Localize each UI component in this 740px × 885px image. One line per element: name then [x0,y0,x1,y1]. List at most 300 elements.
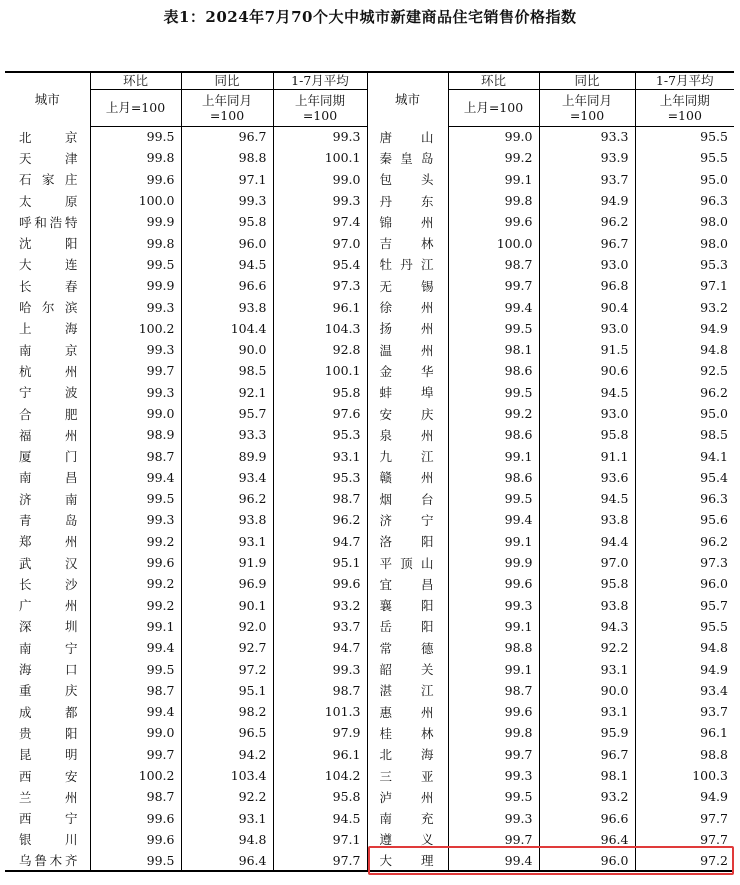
table-row [5,531,734,552]
city-name: 惠州 [367,701,448,722]
mom-value: 99.6 [90,808,181,829]
table-row [5,275,734,296]
city-name: 吉林 [367,232,448,253]
yoy-value: 94.8 [181,829,273,850]
avg-value: 95.6 [635,509,734,530]
table-row [5,360,734,381]
table-row [5,595,734,616]
yoy-value: 90.4 [539,296,635,317]
avg-value: 99.3 [273,126,367,147]
mom-value: 99.9 [90,211,181,232]
city-name: 南宁 [19,640,78,656]
avg-value: 96.2 [273,509,367,530]
avg-value: 95.0 [635,169,734,190]
city-name: 济南 [19,491,78,507]
yoy-value: 95.1 [181,680,273,701]
yoy-value: 103.4 [181,765,273,786]
table-row [5,147,734,168]
yoy-value: 93.1 [181,808,273,829]
city-name: 桂林 [367,722,448,743]
yoy-value: 90.0 [181,339,273,360]
avg-value: 96.3 [635,190,734,211]
city-name: 乌鲁木齐 [5,850,90,871]
city-name: 上海 [19,321,78,337]
yoy-value: 96.6 [181,275,273,296]
mom-value: 99.3 [90,509,181,530]
yoy-value: 93.6 [539,467,635,488]
mom-value: 99.4 [90,637,181,658]
avg-value: 94.8 [635,339,734,360]
mom-value: 99.9 [90,275,181,296]
mom-value: 98.6 [448,424,539,445]
city-name: 长春 [19,278,78,294]
header-mom-left: 环比 [90,72,181,89]
avg-value: 100.1 [273,360,367,381]
city-name: 遵义 [367,829,448,850]
table-row [5,232,734,253]
yoy-value: 94.3 [539,616,635,637]
yoy-value: 104.4 [181,318,273,339]
mom-value: 99.8 [448,722,539,743]
city-name: 昆明 [19,747,78,763]
header-city-right: 城市 [367,72,448,126]
yoy-value: 93.1 [181,531,273,552]
mom-value: 99.5 [448,786,539,807]
avg-value: 95.0 [635,403,734,424]
yoy-value: 97.1 [181,169,273,190]
avg-value: 97.7 [273,850,367,871]
yoy-value: 96.2 [539,211,635,232]
avg-value: 93.1 [273,445,367,466]
mom-value: 99.8 [90,232,181,253]
yoy-value: 95.8 [539,424,635,445]
city-name: 重庆 [19,683,78,699]
avg-value: 97.7 [635,829,734,850]
yoy-value: 94.9 [539,190,635,211]
city-name: 蚌埠 [367,382,448,403]
city-name: 青岛 [19,512,78,528]
table-body [5,126,734,871]
city-name: 武汉 [19,555,78,571]
city-name: 泉州 [367,424,448,445]
avg-value: 93.2 [635,296,734,317]
city-name: 兰州 [19,789,78,805]
yoy-value: 92.7 [181,637,273,658]
city-name: 贵阳 [19,725,78,741]
mom-value: 99.5 [90,488,181,509]
table-row [5,658,734,679]
avg-value: 97.0 [273,232,367,253]
avg-value: 94.9 [635,318,734,339]
city-name: 济宁 [367,509,448,530]
mom-value: 99.0 [90,722,181,743]
avg-value: 93.2 [273,595,367,616]
mom-value: 99.8 [90,147,181,168]
table-row [5,467,734,488]
mom-value: 98.7 [448,254,539,275]
city-name: 成都 [19,704,78,720]
mom-value: 99.3 [90,339,181,360]
avg-value: 97.3 [273,275,367,296]
mom-value: 98.7 [90,680,181,701]
city-name: 大理 [367,850,448,871]
avg-value: 93.4 [635,680,734,701]
city-name: 宜昌 [367,573,448,594]
yoy-value: 93.2 [539,786,635,807]
mom-value: 99.7 [448,275,539,296]
mom-value: 99.7 [90,744,181,765]
table-row [5,190,734,211]
city-name: 南昌 [19,470,78,486]
header-avg-base-left: 上年同期 =100 [273,89,367,126]
mom-value: 99.3 [90,296,181,317]
yoy-value: 93.8 [181,509,273,530]
mom-value: 99.6 [90,552,181,573]
city-name: 合肥 [19,406,78,422]
city-name: 温州 [367,339,448,360]
city-name: 襄阳 [367,595,448,616]
city-name: 郑州 [19,534,78,550]
yoy-value: 96.4 [539,829,635,850]
mom-value: 99.2 [90,595,181,616]
yoy-value: 93.7 [539,169,635,190]
avg-value: 98.7 [273,488,367,509]
table-row [5,637,734,658]
table-row [5,765,734,786]
city-name: 泸州 [367,786,448,807]
yoy-value: 94.4 [539,531,635,552]
city-name: 大连 [19,257,78,273]
city-name: 北海 [367,744,448,765]
table-row [5,339,734,360]
yoy-value: 93.3 [181,424,273,445]
avg-value: 97.4 [273,211,367,232]
header-avg-left: 1-7月平均 [273,72,367,89]
mom-value: 98.9 [90,424,181,445]
avg-value: 95.3 [273,424,367,445]
mom-value: 99.4 [448,850,539,871]
city-name: 西宁 [19,811,78,827]
yoy-value: 90.0 [539,680,635,701]
table-row [5,722,734,743]
header-yoy-base-right: 上年同月 =100 [539,89,635,126]
city-name: 深圳 [19,619,78,635]
mom-value: 98.8 [448,637,539,658]
yoy-value: 96.5 [181,722,273,743]
city-name: 金华 [367,360,448,381]
city-name: 洛阳 [367,531,448,552]
yoy-value: 97.0 [539,552,635,573]
city-name: 丹东 [367,190,448,211]
mom-value: 99.2 [90,531,181,552]
yoy-value: 95.7 [181,403,273,424]
city-name: 徐州 [367,296,448,317]
yoy-value: 97.2 [181,658,273,679]
table-row [5,254,734,275]
city-name: 石家庄 [19,172,78,188]
mom-value: 99.7 [448,744,539,765]
mom-value: 98.7 [90,786,181,807]
city-name: 扬州 [367,318,448,339]
highlight-box [368,846,734,875]
avg-value: 97.9 [273,722,367,743]
city-name: 南充 [367,808,448,829]
mom-value: 100.0 [90,190,181,211]
mom-value: 98.6 [448,360,539,381]
mom-value: 99.6 [90,169,181,190]
yoy-value: 98.1 [539,765,635,786]
mom-value: 99.3 [448,765,539,786]
mom-value: 99.4 [90,701,181,722]
avg-value: 95.5 [635,126,734,147]
table-row [5,701,734,722]
avg-value: 97.1 [635,275,734,296]
mom-value: 99.5 [448,488,539,509]
yoy-value: 92.0 [181,616,273,637]
header-yoy-base-left: 上年同月 =100 [181,89,273,126]
city-name: 长沙 [19,576,78,592]
yoy-value: 93.1 [539,701,635,722]
mom-value: 99.1 [448,445,539,466]
avg-value: 94.7 [273,637,367,658]
yoy-value: 93.4 [181,467,273,488]
avg-value: 96.3 [635,488,734,509]
mom-value: 99.5 [90,126,181,147]
city-name: 安庆 [367,403,448,424]
table-row [5,296,734,317]
table-row [5,509,734,530]
yoy-value: 94.5 [539,488,635,509]
city-name: 烟台 [367,488,448,509]
mom-value: 99.8 [448,190,539,211]
mom-value: 99.5 [448,382,539,403]
avg-value: 97.3 [635,552,734,573]
avg-value: 97.6 [273,403,367,424]
mom-value: 99.0 [90,403,181,424]
city-name: 无锡 [367,275,448,296]
yoy-value: 98.2 [181,701,273,722]
yoy-value: 95.8 [539,573,635,594]
city-name: 韶关 [367,658,448,679]
avg-value: 94.9 [635,658,734,679]
city-name: 广州 [19,598,78,614]
mom-value: 99.1 [448,658,539,679]
mom-value: 98.7 [90,445,181,466]
header-mom-right: 环比 [448,72,539,89]
yoy-value: 93.1 [539,658,635,679]
table-row [5,211,734,232]
yoy-value: 96.2 [181,488,273,509]
mom-value: 100.2 [90,318,181,339]
mom-value: 99.6 [448,211,539,232]
city-name: 哈尔滨 [19,300,78,316]
yoy-value: 98.5 [181,360,273,381]
table-row [5,616,734,637]
yoy-value: 96.7 [539,232,635,253]
avg-value: 99.0 [273,169,367,190]
yoy-value: 93.0 [539,254,635,275]
avg-value: 100.1 [273,147,367,168]
city-name: 西安 [19,768,78,784]
mom-value: 99.5 [448,318,539,339]
yoy-value: 94.5 [539,382,635,403]
city-name: 秦皇岛 [367,147,448,168]
avg-value: 93.7 [635,701,734,722]
table-row [5,382,734,403]
avg-value: 94.5 [273,808,367,829]
city-name: 海口 [19,662,78,678]
table-row [5,318,734,339]
table-row [5,403,734,424]
avg-value: 97.1 [273,829,367,850]
mom-value: 99.1 [448,616,539,637]
mom-value: 99.4 [448,296,539,317]
yoy-value: 92.2 [539,637,635,658]
mom-value: 99.1 [448,531,539,552]
mom-value: 99.6 [448,573,539,594]
avg-value: 96.1 [273,296,367,317]
avg-value: 95.3 [635,254,734,275]
avg-value: 94.7 [273,531,367,552]
avg-value: 94.9 [635,786,734,807]
avg-value: 100.3 [635,765,734,786]
city-name: 唐山 [367,126,448,147]
avg-value: 96.1 [635,722,734,743]
yoy-value: 91.1 [539,445,635,466]
yoy-value: 93.0 [539,403,635,424]
avg-value: 99.3 [273,190,367,211]
avg-value: 96.2 [635,382,734,403]
avg-value: 98.0 [635,232,734,253]
mom-value: 100.2 [90,765,181,786]
mom-value: 99.5 [90,254,181,275]
table-row [5,126,734,147]
avg-value: 93.7 [273,616,367,637]
avg-value: 95.7 [635,595,734,616]
avg-value: 92.8 [273,339,367,360]
city-name: 宁波 [19,385,78,401]
table-row [5,786,734,807]
mom-value: 99.2 [90,573,181,594]
avg-value: 97.7 [635,808,734,829]
header-mom-base-left: 上月=100 [90,89,181,126]
avg-value: 104.2 [273,765,367,786]
yoy-value: 96.7 [539,744,635,765]
avg-value: 97.2 [635,850,734,871]
city-name: 杭州 [19,363,78,379]
header-avg-right: 1-7月平均 [635,72,734,89]
header-avg-base-right: 上年同期 =100 [635,89,734,126]
mom-value: 99.4 [448,509,539,530]
avg-value: 96.2 [635,531,734,552]
yoy-value: 90.6 [539,360,635,381]
avg-value: 95.4 [273,254,367,275]
mom-value: 99.2 [448,403,539,424]
avg-value: 96.1 [273,744,367,765]
city-name: 三亚 [367,765,448,786]
avg-value: 94.8 [635,637,734,658]
city-name: 岳阳 [367,616,448,637]
table-row [5,488,734,509]
city-name: 九江 [367,445,448,466]
city-name: 牡丹江 [367,254,448,275]
yoy-value: 96.7 [181,126,273,147]
avg-value: 95.5 [635,616,734,637]
mom-value: 99.3 [90,382,181,403]
table-row [5,680,734,701]
yoy-value: 93.8 [181,296,273,317]
city-name: 呼和浩特 [19,214,78,230]
avg-value: 101.3 [273,701,367,722]
table-row [5,169,734,190]
yoy-value: 93.8 [539,595,635,616]
avg-value: 95.4 [635,467,734,488]
mom-value: 99.7 [448,829,539,850]
city-name: 锦州 [367,211,448,232]
yoy-value: 91.5 [539,339,635,360]
city-name: 包头 [367,169,448,190]
mom-value: 99.9 [448,552,539,573]
mom-value: 99.3 [448,808,539,829]
yoy-value: 98.8 [181,147,273,168]
city-name: 平顶山 [367,552,448,573]
avg-value: 95.5 [635,147,734,168]
mom-value: 100.0 [448,232,539,253]
avg-value: 98.0 [635,211,734,232]
mom-value: 99.7 [90,360,181,381]
avg-value: 96.0 [635,573,734,594]
city-name: 银川 [19,832,78,848]
mom-value: 99.5 [90,658,181,679]
yoy-value: 99.3 [181,190,273,211]
mom-value: 99.4 [90,467,181,488]
table-row [5,552,734,573]
avg-value: 95.8 [273,382,367,403]
yoy-value: 93.3 [539,126,635,147]
avg-value: 99.3 [273,658,367,679]
city-name: 福州 [19,427,78,443]
city-name: 太原 [19,193,78,209]
mom-value: 98.6 [448,467,539,488]
yoy-value: 96.6 [539,808,635,829]
yoy-value: 96.4 [181,850,273,871]
avg-value: 98.7 [273,680,367,701]
table-row [5,573,734,594]
yoy-value: 90.1 [181,595,273,616]
avg-value: 98.8 [635,744,734,765]
avg-value: 95.1 [273,552,367,573]
city-name: 赣州 [367,467,448,488]
yoy-value: 96.0 [539,850,635,871]
mom-value: 98.1 [448,339,539,360]
header-yoy-left: 同比 [181,72,273,89]
table-row [5,424,734,445]
table-row [5,808,734,829]
mom-value: 99.1 [90,616,181,637]
avg-value: 95.3 [273,467,367,488]
table-title: 表1：2024年7月70个大中城市新建商品住宅销售价格指数 [163,8,577,26]
avg-value: 104.3 [273,318,367,339]
mom-value: 99.3 [448,595,539,616]
yoy-value: 96.0 [181,232,273,253]
yoy-value: 91.9 [181,552,273,573]
mom-value: 99.6 [90,829,181,850]
header-city-left: 城市 [5,72,90,126]
city-name: 天津 [19,150,78,166]
city-name: 南京 [19,342,78,358]
yoy-value: 96.8 [539,275,635,296]
yoy-value: 95.9 [539,722,635,743]
